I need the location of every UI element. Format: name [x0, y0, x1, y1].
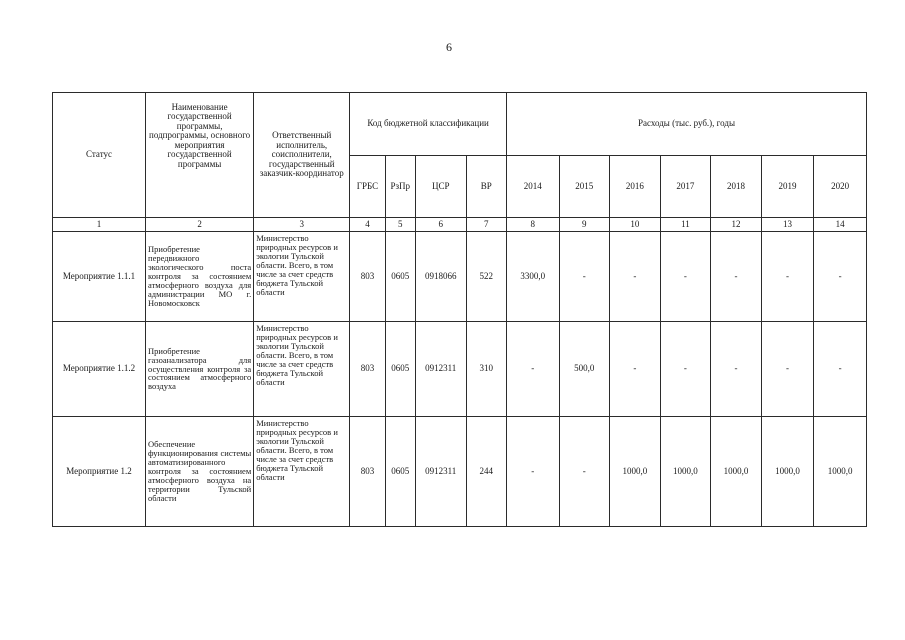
- header-status: Статус: [53, 93, 146, 218]
- header-year: 2017: [660, 156, 711, 218]
- header-name: Наименование государственной программы, подпрограммы, основного мероприятия государственной программы: [146, 93, 254, 218]
- row-value: 1000,0: [761, 417, 814, 527]
- row-value: -: [559, 232, 610, 322]
- column-number: 13: [761, 218, 814, 232]
- column-number: 2: [146, 218, 254, 232]
- row-value: -: [610, 322, 661, 417]
- header-grbs: ГРБС: [350, 156, 385, 218]
- row-responsible: Министерство природных ресурсов и экологии Тульской области. Всего, в том числе за счет средств бюджета Тульской области: [254, 322, 350, 417]
- row-value: 1000,0: [711, 417, 762, 527]
- row-value: 500,0: [559, 322, 610, 417]
- header-year: 2019: [761, 156, 814, 218]
- column-number: 10: [610, 218, 661, 232]
- row-value: 1000,0: [610, 417, 661, 527]
- column-number: 14: [814, 218, 867, 232]
- row-value: -: [660, 232, 711, 322]
- table-row: [53, 322, 867, 417]
- table-row: [53, 417, 867, 527]
- row-value: -: [711, 322, 762, 417]
- row-value: -: [814, 322, 867, 417]
- column-numbers-row: [53, 218, 867, 232]
- row-vr: 310: [466, 322, 506, 417]
- table-row: [53, 232, 867, 322]
- header-rzpr: РзПр: [385, 156, 415, 218]
- header-csr: ЦСР: [415, 156, 466, 218]
- column-number: 12: [711, 218, 762, 232]
- row-value: -: [814, 232, 867, 322]
- row-value: -: [506, 322, 559, 417]
- row-responsible: Министерство природных ресурсов и экологии Тульской области. Всего, в том числе за счет средств бюджета Тульской области: [254, 232, 350, 322]
- column-number: 11: [660, 218, 711, 232]
- row-vr: 522: [466, 232, 506, 322]
- row-value: -: [711, 232, 762, 322]
- row-value: -: [761, 232, 814, 322]
- header-budget-code: Код бюджетной классификации: [350, 93, 507, 156]
- column-number: 5: [385, 218, 415, 232]
- row-status: Мероприятие 1.1.2: [53, 322, 146, 417]
- row-value: -: [559, 417, 610, 527]
- row-status: Мероприятие 1.1.1: [53, 232, 146, 322]
- row-rzpr: 0605: [385, 322, 415, 417]
- row-rzpr: 0605: [385, 232, 415, 322]
- row-responsible: Министерство природных ресурсов и экологии Тульской области. Всего, в том числе за счет средств бюджета Тульской области: [254, 417, 350, 527]
- row-csr: 0912311: [415, 417, 466, 527]
- header-expenses: Расходы (тыс. руб.), годы: [506, 93, 866, 156]
- row-name: Приобретение передвижного экологического поста контроля за состоянием атмосферного воздуха для администрации МО г. Новомосковск: [146, 232, 254, 322]
- row-value: 1000,0: [660, 417, 711, 527]
- row-csr: 0912311: [415, 322, 466, 417]
- header-vr: ВР: [466, 156, 506, 218]
- row-grbs: 803: [350, 322, 385, 417]
- row-vr: 244: [466, 417, 506, 527]
- row-name: Приобретение газоанализатора для осуществления контроля за состоянием атмосферного воздуха: [146, 322, 254, 417]
- header-responsible: Ответственный исполнитель, соисполнители, государственный заказчик-координатор: [254, 93, 350, 218]
- row-value: 1000,0: [814, 417, 867, 527]
- column-number: 6: [415, 218, 466, 232]
- row-csr: 0918066: [415, 232, 466, 322]
- header-year: 2014: [506, 156, 559, 218]
- row-value: -: [506, 417, 559, 527]
- budget-table: [52, 92, 867, 527]
- column-number: 4: [350, 218, 385, 232]
- row-value: -: [660, 322, 711, 417]
- column-number: 8: [506, 218, 559, 232]
- column-number: 1: [53, 218, 146, 232]
- row-value: -: [761, 322, 814, 417]
- row-grbs: 803: [350, 232, 385, 322]
- row-rzpr: 0605: [385, 417, 415, 527]
- page-number: 6: [446, 40, 452, 54]
- header-year: 2015: [559, 156, 610, 218]
- row-status: Мероприятие 1.2: [53, 417, 146, 527]
- header-year: 2018: [711, 156, 762, 218]
- row-value: 3300,0: [506, 232, 559, 322]
- column-number: 3: [254, 218, 350, 232]
- column-number: 7: [466, 218, 506, 232]
- row-value: -: [610, 232, 661, 322]
- row-grbs: 803: [350, 417, 385, 527]
- row-name: Обеспечение функционирования системы автоматизированного контроля за состоянием атмосферного воздуха на территории Тульской области: [146, 417, 254, 527]
- header-year: 2020: [814, 156, 867, 218]
- header-year: 2016: [610, 156, 661, 218]
- column-number: 9: [559, 218, 610, 232]
